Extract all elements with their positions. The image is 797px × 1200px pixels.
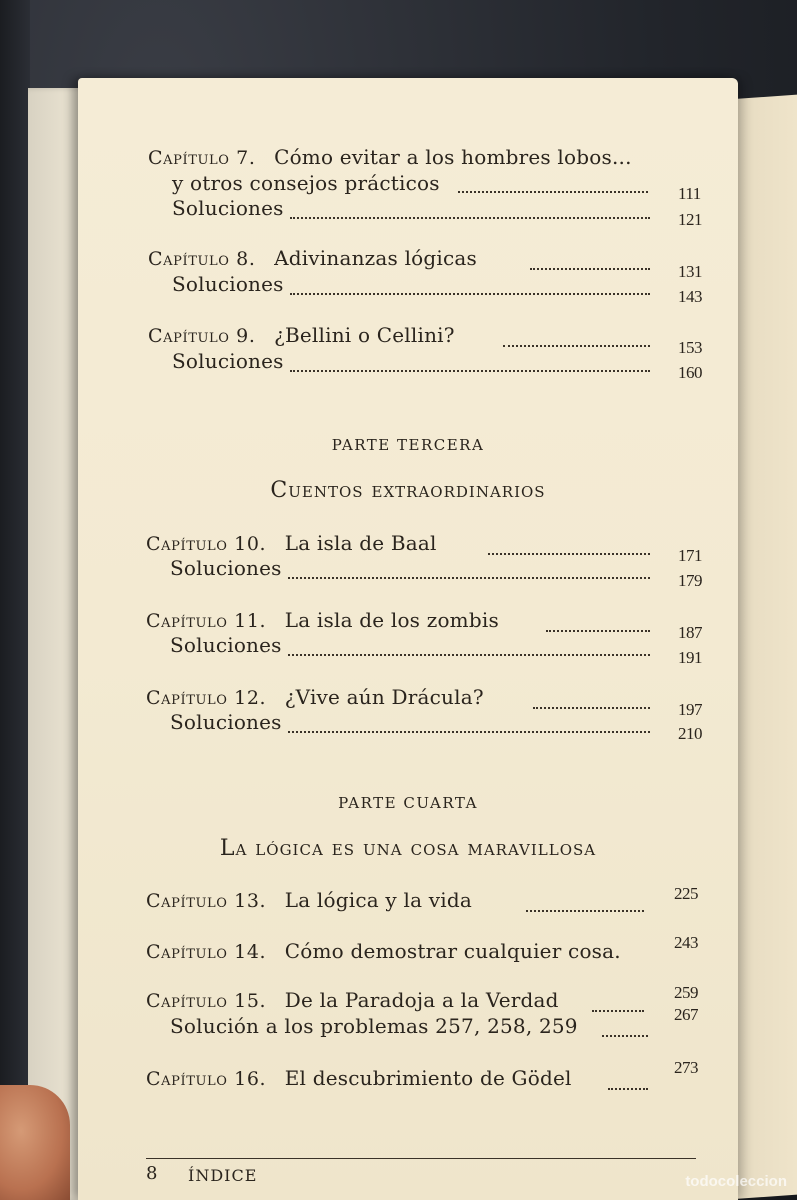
page-number: 259 xyxy=(674,983,698,1002)
part-label: PARTE CUARTA xyxy=(338,794,478,812)
page-number: 143 xyxy=(678,287,702,306)
toc-entry-10 xyxy=(146,531,437,555)
chapter-label: Capítulo 10. xyxy=(146,533,267,555)
leader-dots xyxy=(488,553,650,555)
chapter-title: La isla de los zombis xyxy=(284,608,499,632)
toc-entry-8 xyxy=(148,246,477,270)
chapter-label: Capítulo 8. xyxy=(148,248,256,270)
leader-dots xyxy=(288,577,650,579)
leader-dots xyxy=(503,345,650,347)
leader-dots xyxy=(602,1035,648,1037)
leader-dots xyxy=(592,1010,644,1012)
page-number: 191 xyxy=(678,648,702,667)
part-title: Cuentos extraordinarios xyxy=(270,478,546,503)
chapter-label: Capítulo 11. xyxy=(146,610,267,632)
toc-entry-7 xyxy=(148,145,632,169)
leader-dots xyxy=(458,191,648,193)
solutions-label: Soluciones xyxy=(170,633,282,657)
solutions-label: Soluciones xyxy=(172,272,284,296)
chapter-label: Capítulo 13. xyxy=(146,890,267,912)
page-number: 121 xyxy=(678,210,702,229)
leader-dots xyxy=(546,630,650,632)
toc-entry-14 xyxy=(146,939,621,963)
page-number: 197 xyxy=(678,700,702,719)
chapter-title: De la Paradoja a la Verdad xyxy=(284,988,559,1012)
chapter-title: La lógica y la vida xyxy=(284,888,472,912)
folio-section: ÍNDICE xyxy=(188,1166,258,1185)
toc-entry-13 xyxy=(146,888,472,912)
page-number: 243 xyxy=(674,933,698,952)
leader-dots xyxy=(290,370,650,372)
chapter-label: Capítulo 12. xyxy=(146,687,267,709)
page-number: 111 xyxy=(678,184,701,203)
chapter-title: ¿Bellini o Cellini? xyxy=(274,323,455,347)
page-number: 131 xyxy=(678,262,702,281)
leader-dots xyxy=(608,1088,648,1090)
solutions-label: Soluciones xyxy=(170,710,282,734)
background-left xyxy=(0,0,30,1200)
thumb xyxy=(0,1085,70,1200)
chapter-title: ¿Vive aún Drácula? xyxy=(284,685,484,709)
page-number: 273 xyxy=(674,1058,698,1077)
chapter-label: Capítulo 14. xyxy=(146,941,267,963)
solutions-label: Soluciones xyxy=(172,196,284,220)
leader-dots xyxy=(530,268,650,270)
chapter-label: Capítulo 15. xyxy=(146,990,267,1012)
page-number: 210 xyxy=(678,724,702,743)
page-number: 187 xyxy=(678,623,702,642)
leader-dots xyxy=(533,707,650,709)
part-label: PARTE TERCERA xyxy=(331,436,485,454)
page-number: 225 xyxy=(674,884,698,903)
solutions-label: Soluciones xyxy=(170,556,282,580)
part-title: La lógica es una cosa maravillosa xyxy=(219,836,597,861)
book-page xyxy=(78,78,738,1200)
chapter-title: El descubrimiento de Gödel xyxy=(284,1066,572,1090)
chapter-title: Cómo evitar a los hombres lobos... xyxy=(274,145,632,169)
leader-dots xyxy=(288,654,650,656)
toc-entry-9 xyxy=(148,323,455,347)
page-number: 153 xyxy=(678,338,702,357)
chapter-title: Cómo demostrar cualquier cosa. xyxy=(284,939,621,963)
leader-dots xyxy=(288,731,650,733)
solutions-label: Solución a los problemas 257, 258, 259 xyxy=(170,1014,578,1038)
page-number: 171 xyxy=(678,546,702,565)
chapter-label: Capítulo 16. xyxy=(146,1068,267,1090)
toc-entry-11 xyxy=(146,608,499,632)
folio-number: 8 xyxy=(146,1163,158,1184)
chapter-label: Capítulo 7. xyxy=(148,147,256,169)
leader-dots xyxy=(526,910,644,912)
chapter-title-cont: y otros consejos prácticos xyxy=(172,171,440,195)
footer-rule xyxy=(146,1158,696,1159)
page-number: 160 xyxy=(678,363,702,382)
page-number: 179 xyxy=(678,571,702,590)
toc-entry-12 xyxy=(146,685,484,709)
toc-entry-15 xyxy=(146,988,559,1012)
leader-dots xyxy=(290,217,650,219)
page-number: 267 xyxy=(674,1005,698,1024)
toc-entry-16 xyxy=(146,1066,572,1090)
chapter-label: Capítulo 9. xyxy=(148,325,256,347)
watermark: todocoleccion xyxy=(685,1173,787,1190)
chapter-title: Adivinanzas lógicas xyxy=(274,246,477,270)
leader-dots xyxy=(290,293,650,295)
solutions-label: Soluciones xyxy=(172,349,284,373)
chapter-title: La isla de Baal xyxy=(284,531,437,555)
